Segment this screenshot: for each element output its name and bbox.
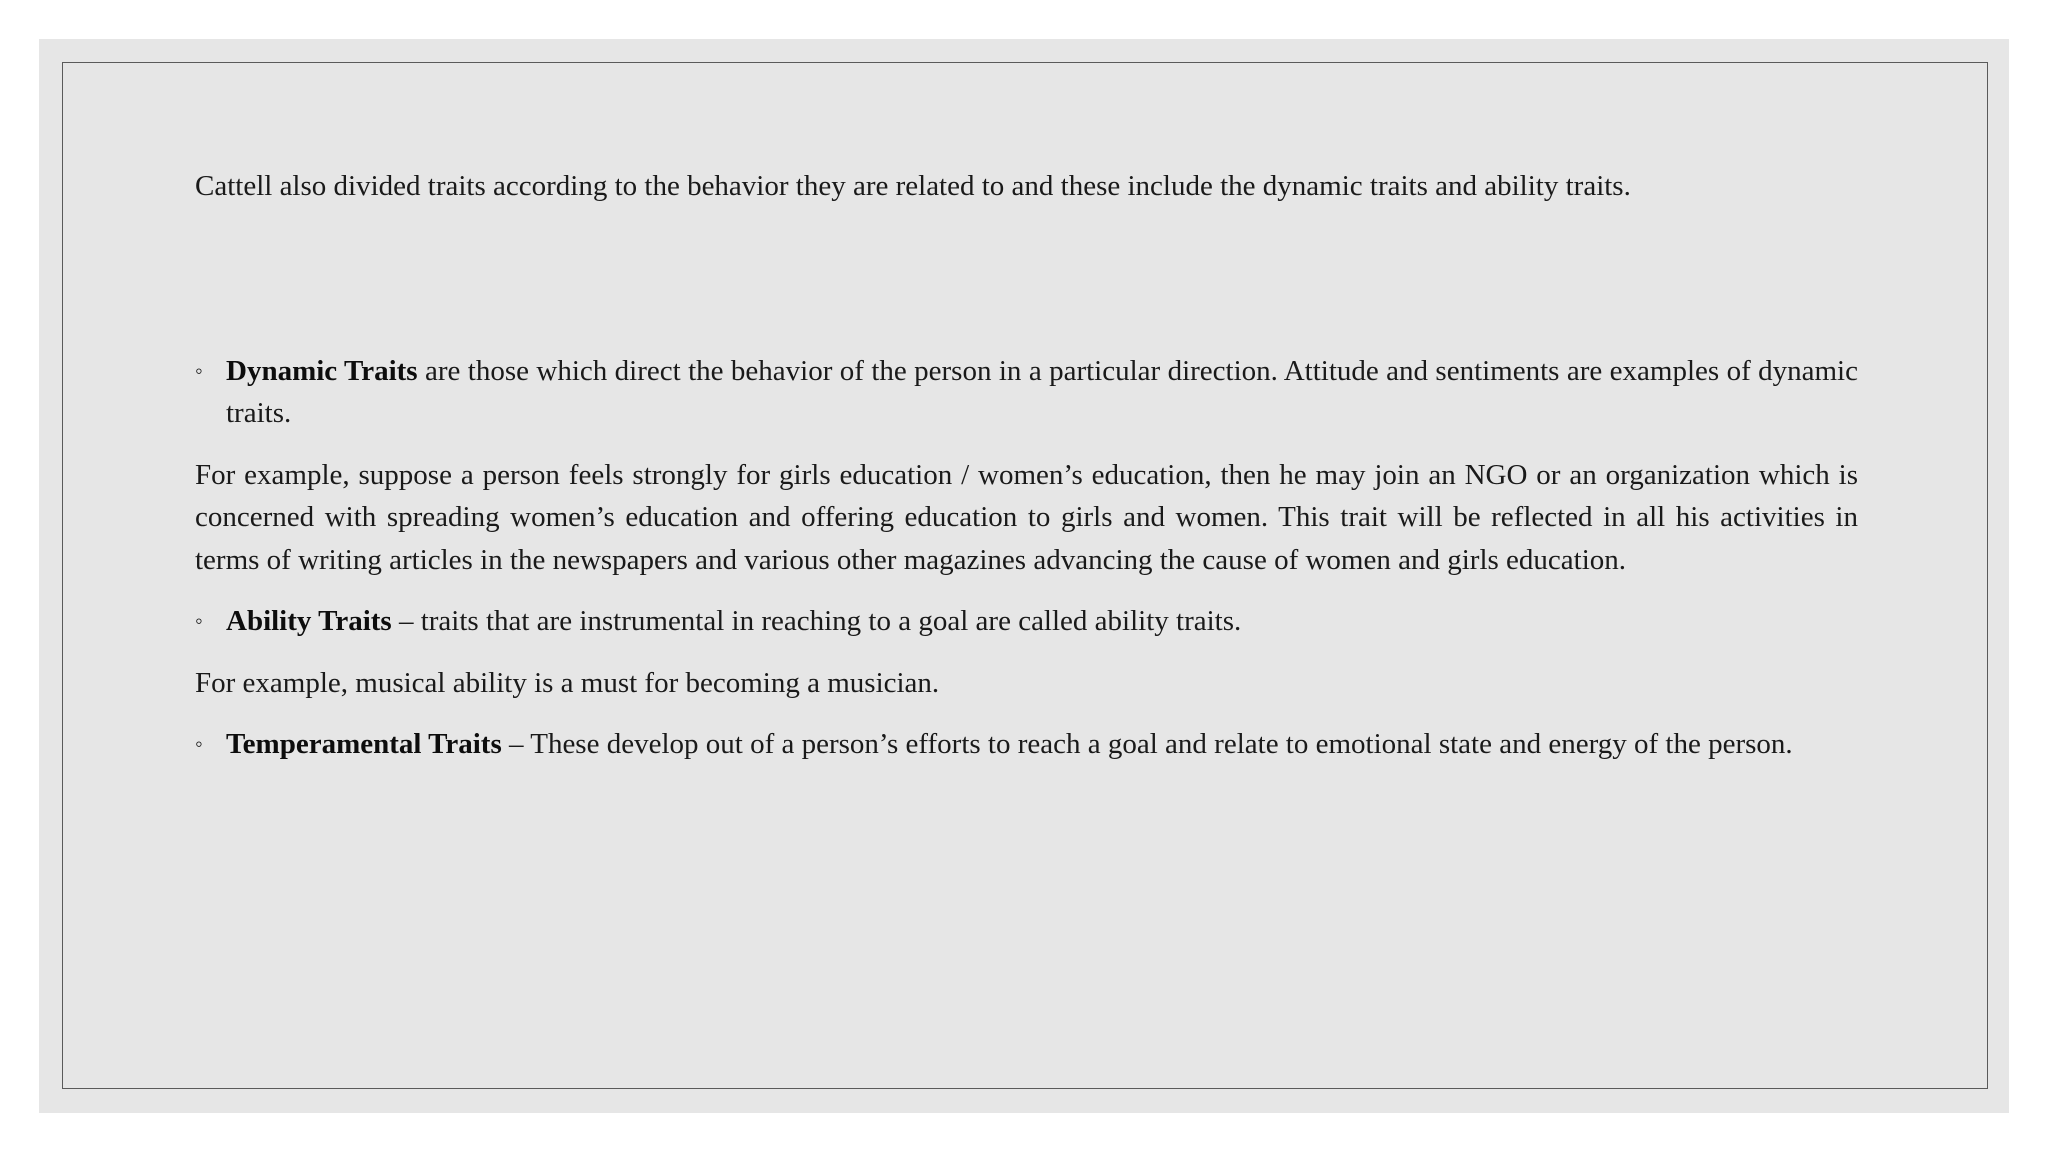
bullet-marker-icon: ◦ bbox=[195, 608, 203, 633]
temperamental-traits-term: Temperamental Traits bbox=[226, 728, 502, 760]
ability-traits-term: Ability Traits bbox=[226, 605, 392, 637]
temperamental-traits-text: – These develop out of a person’s efforts to reach a goal and relate to emotional state and energy of the person. bbox=[501, 728, 1793, 760]
dynamic-example-paragraph: For example, suppose a person feels strongly for girls education / women’s education, then he may join an NGO or an organization which is concerned with spreading women’s education and offering education to girls and women. This trait will be reflected in all his activities in terms of writing articles in the newspapers and various other magazines advancing the cause of women and girls education. bbox=[195, 458, 1858, 576]
ability-traits-text: – traits that are instrumental in reaching to a goal are called ability traits. bbox=[391, 605, 1242, 637]
bullet-temperamental-traits bbox=[195, 723, 1858, 766]
bullet-marker-icon: ◦ bbox=[195, 731, 203, 756]
dynamic-traits-text: are those which direct the behavior of the person in a particular direction. Attitude and sentiments are examples of dynamic traits. bbox=[226, 354, 1858, 429]
ability-example-paragraph: For example, musical ability is a must for becoming a musician. bbox=[195, 666, 940, 699]
slide-content bbox=[195, 165, 1858, 766]
bullet-ability-traits bbox=[195, 600, 1858, 643]
dynamic-traits-term: Dynamic Traits bbox=[226, 354, 418, 387]
bullet-dynamic-traits bbox=[195, 350, 1858, 435]
intro-paragraph: Cattell also divided traits according to the behavior they are related to and these include the dynamic traits and ability traits. bbox=[195, 170, 1631, 202]
bullet-marker-icon: ◦ bbox=[195, 357, 203, 383]
